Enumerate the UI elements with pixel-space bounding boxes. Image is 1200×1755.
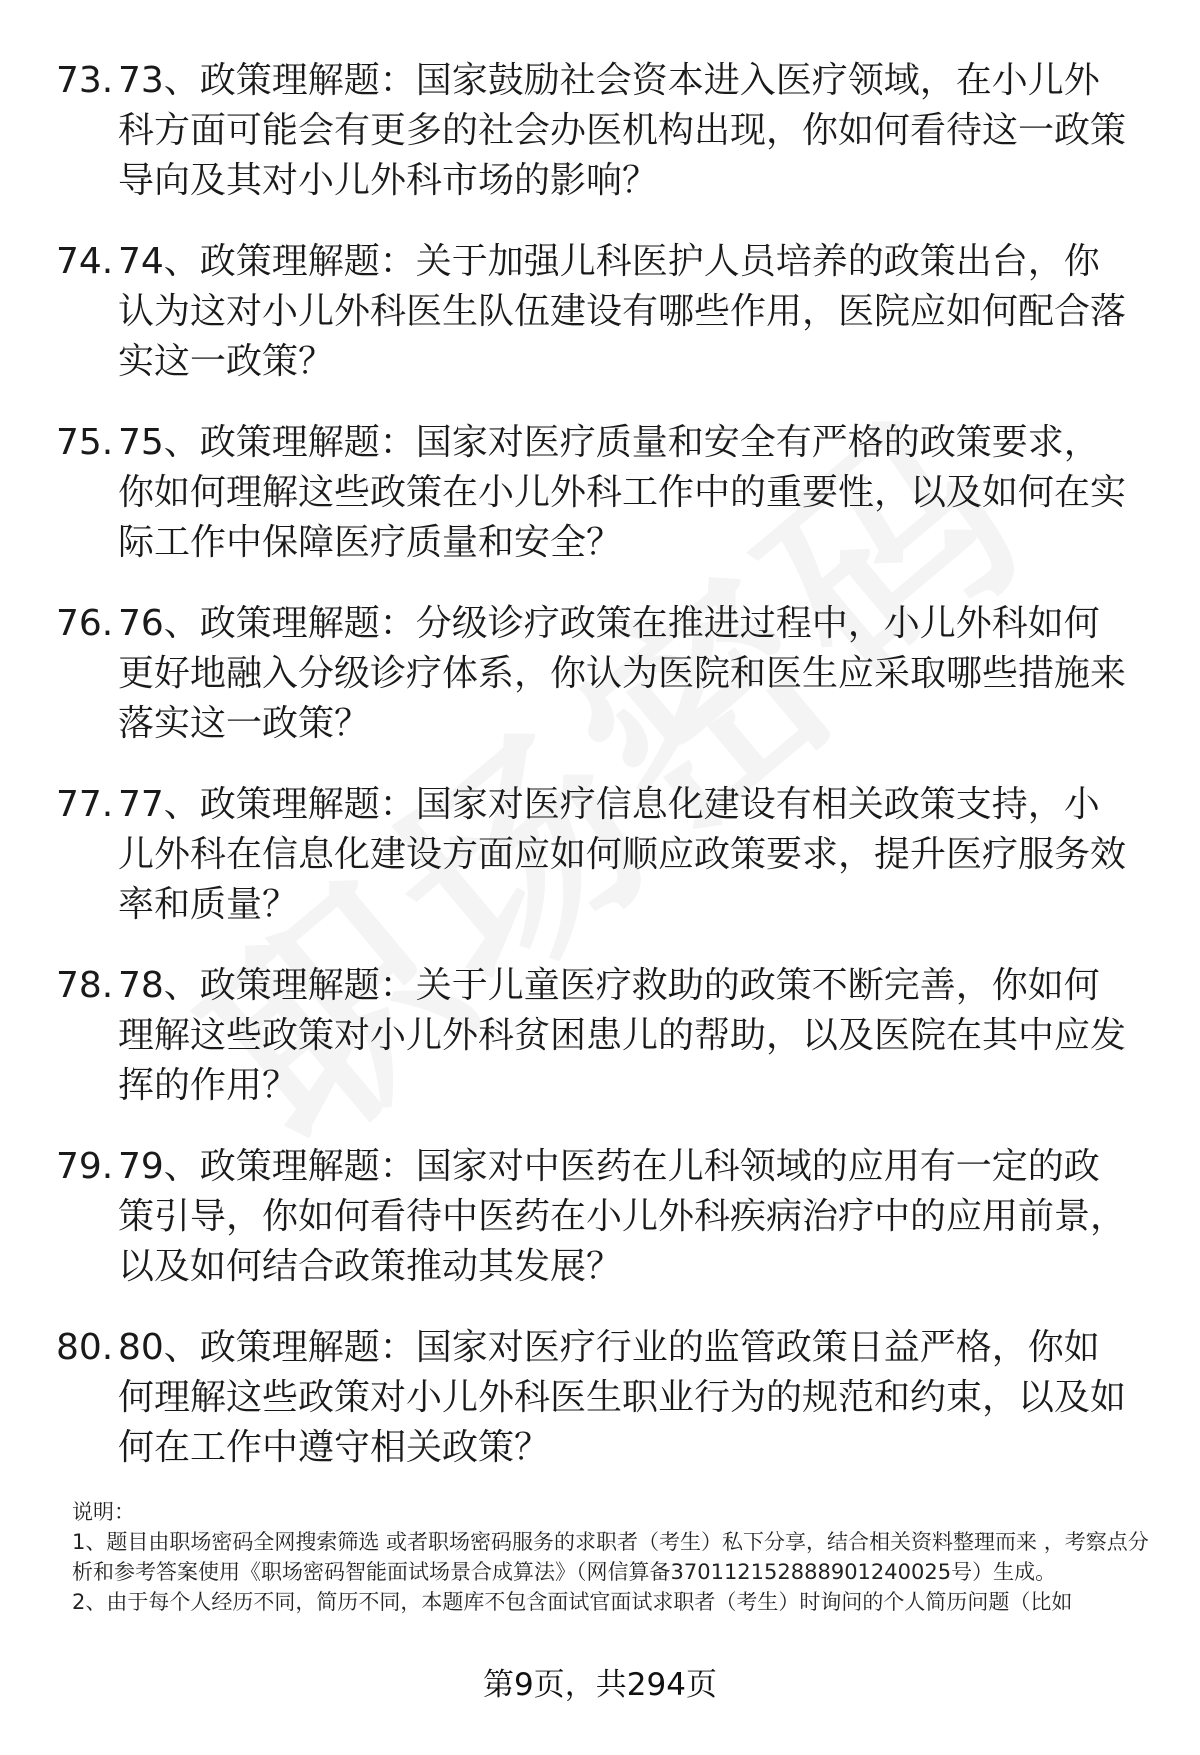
- question-text: 78、政策理解题：关于儿童医疗救助的政策不断完善，你如何理解这些政策对小儿外科贫困患儿的帮助，以及医院在其中应发挥的作用？: [118, 965, 1127, 1106]
- question-item: [0, 1142, 1200, 1292]
- question-number: [0, 418, 128, 468]
- question-number: [0, 237, 128, 287]
- question-list: [0, 56, 1200, 1504]
- page-number: 第9页，共294页: [483, 1667, 717, 1703]
- question-number-label: 78.: [56, 965, 114, 1006]
- question-text: 76、政策理解题：分级诊疗政策在推进过程中，小儿外科如何更好地融入分级诊疗体系，你认为医院和医生应采取哪些措施来落实这一政策？: [118, 603, 1127, 744]
- question-number-label: 73.: [56, 60, 114, 101]
- question-item: [0, 1323, 1200, 1473]
- question-item: [0, 56, 1200, 206]
- question-number-label: 80.: [56, 1327, 114, 1368]
- question-text: 73、政策理解题：国家鼓励社会资本进入医疗领域，在小儿外科方面可能会有更多的社会办医机构出现，你如何看待这一政策导向及其对小儿外科市场的影响？: [118, 60, 1127, 201]
- question-item: [0, 780, 1200, 930]
- question-text: 75、政策理解题：国家对医疗质量和安全有严格的政策要求，你如何理解这些政策在小儿外科工作中的重要性，以及如何在实际工作中保障医疗质量和安全？: [118, 422, 1127, 563]
- question-number: [0, 780, 128, 830]
- notes-heading: 说明：: [72, 1500, 135, 1524]
- notes-section: [72, 1497, 1152, 1617]
- question-item: [0, 599, 1200, 749]
- question-text: 74、政策理解题：关于加强儿科医护人员培养的政策出台，你认为这对小儿外科医生队伍建设有哪些作用，医院应如何配合落实这一政策？: [118, 241, 1127, 382]
- question-number-label: 76.: [56, 603, 114, 644]
- question-item: [0, 961, 1200, 1111]
- question-number-label: 75.: [56, 422, 114, 463]
- question-text: 77、政策理解题：国家对医疗信息化建设有相关政策支持，小儿外科在信息化建设方面应如何顺应政策要求，提升医疗服务效率和质量？: [118, 784, 1127, 925]
- question-number: [0, 599, 128, 649]
- question-number-label: 74.: [56, 241, 114, 282]
- question-item: [0, 237, 1200, 387]
- question-text: 80、政策理解题：国家对医疗行业的监管政策日益严格，你如何理解这些政策对小儿外科医生职业行为的规范和约束，以及如何在工作中遵守相关政策？: [118, 1327, 1127, 1468]
- question-number-label: 79.: [56, 1146, 114, 1187]
- notes-item-1: 1、题目由职场密码全网搜索筛选 或者职场密码服务的求职者（考生）私下分享，结合相关资料整理而来 ，考察点分析和参考答案使用《职场密码智能面试场景合成算法》（网信算备370112152888901240025号）生成。: [72, 1530, 1149, 1584]
- question-number: [0, 961, 128, 1011]
- question-text: 79、政策理解题：国家对中医药在儿科领域的应用有一定的政策引导，你如何看待中医药在小儿外科疾病治疗中的应用前景，以及如何结合政策推动其发展？: [118, 1146, 1127, 1287]
- question-number: [0, 56, 128, 106]
- question-item: [0, 418, 1200, 568]
- question-number: [0, 1323, 128, 1373]
- notes-item-2: 2、由于每个人经历不同，简历不同，本题库不包含面试官面试求职者（考生）时询问的个人简历问题（比如: [72, 1590, 1073, 1614]
- question-number: [0, 1142, 128, 1192]
- question-number-label: 77.: [56, 784, 114, 825]
